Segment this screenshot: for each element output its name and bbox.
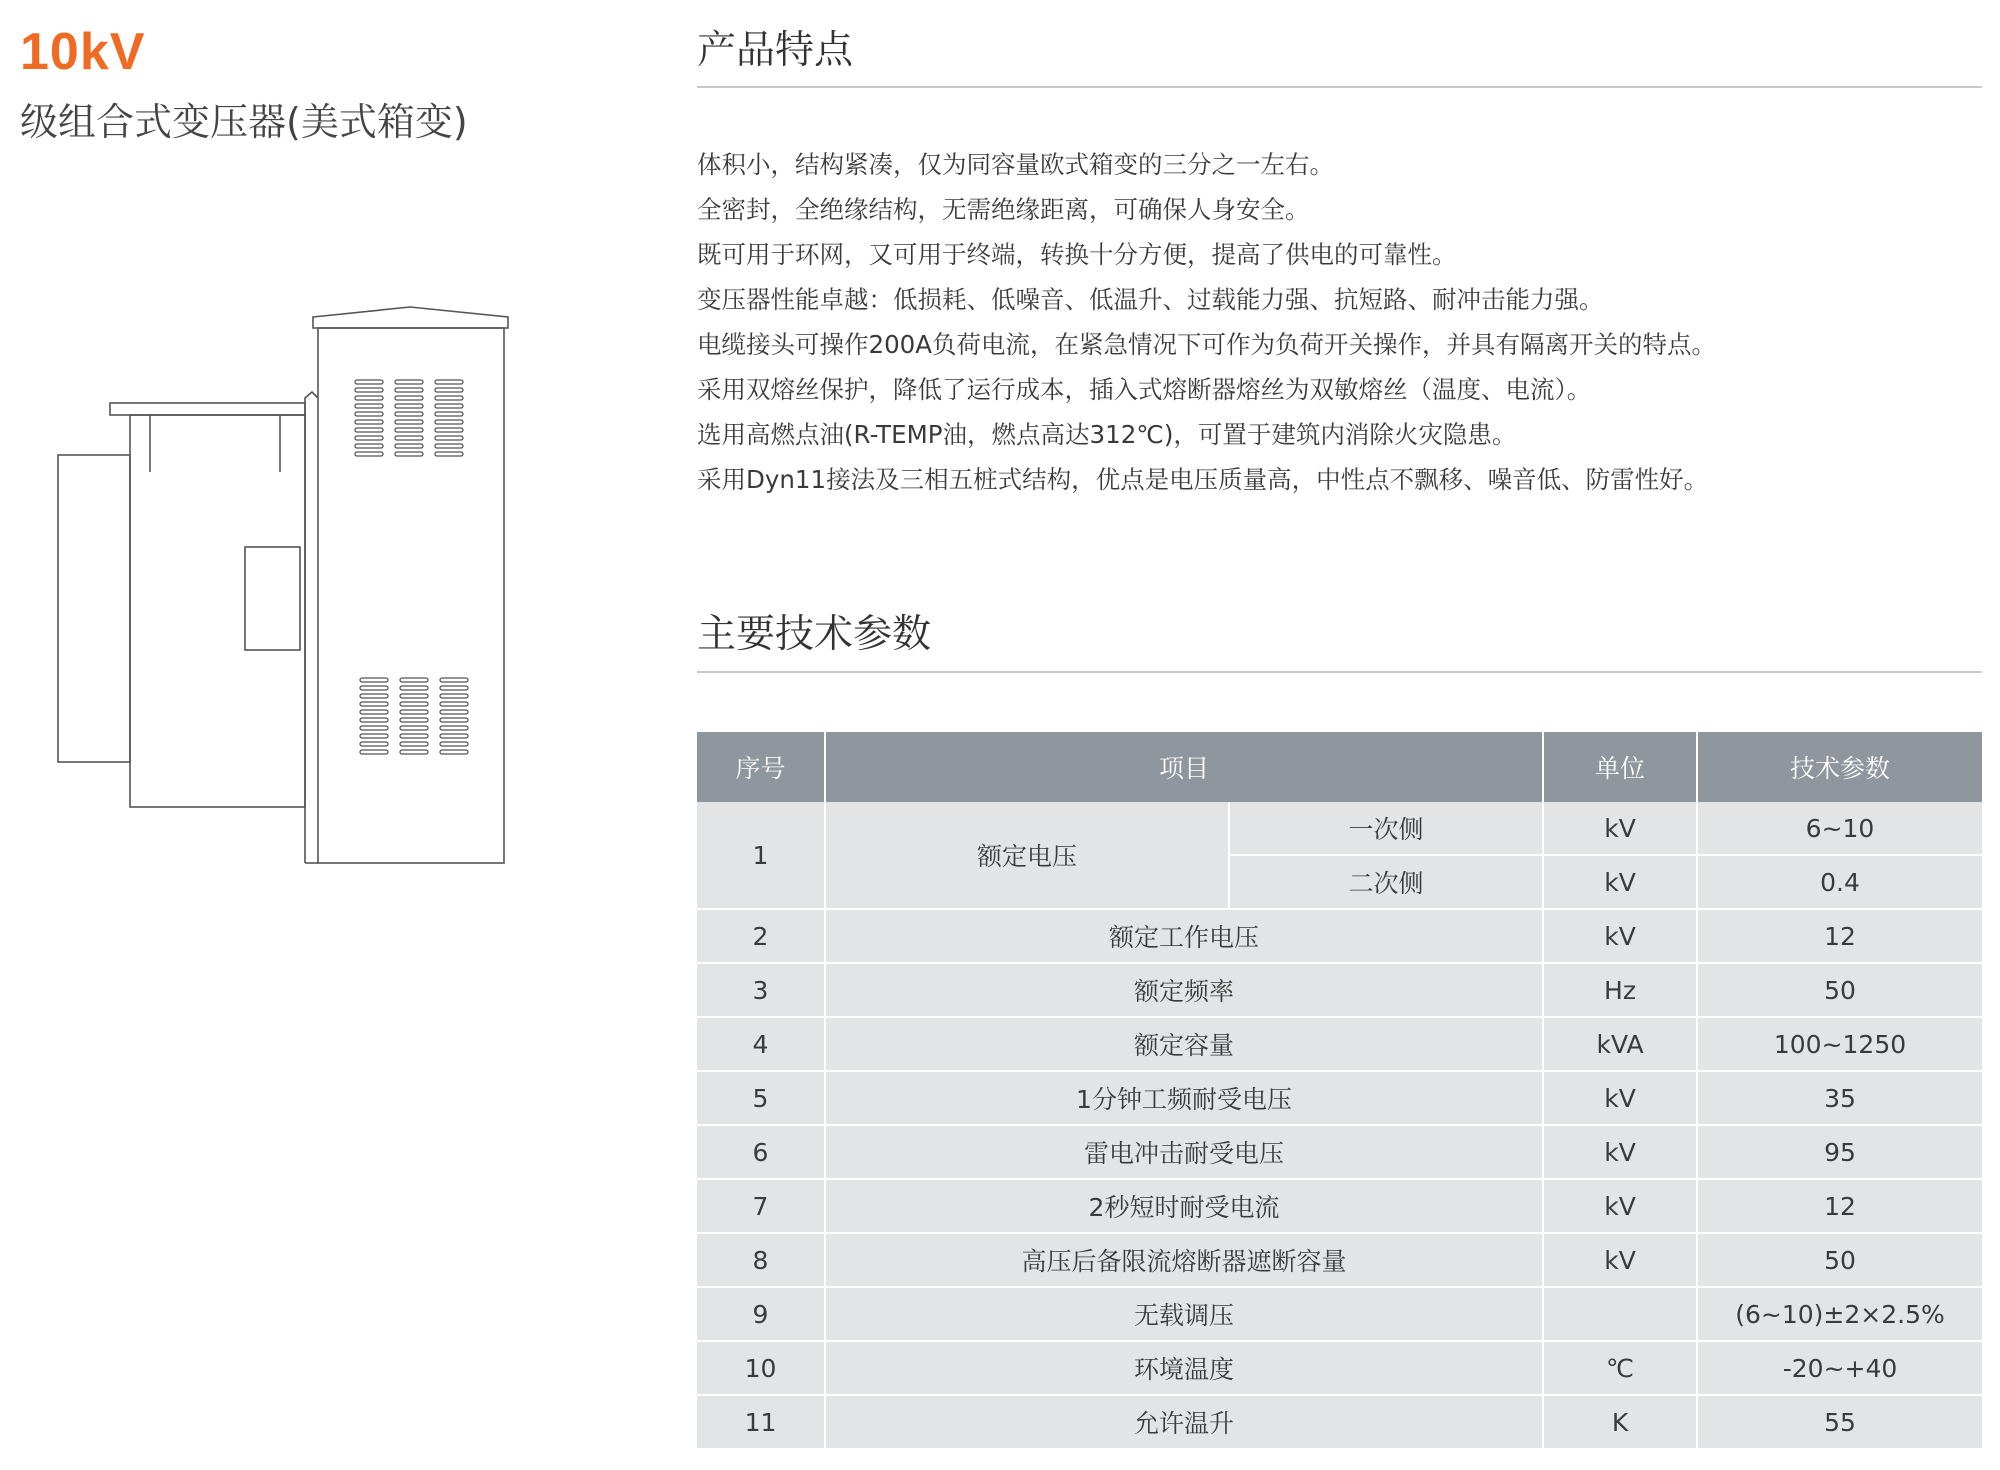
table-row xyxy=(697,963,1982,1017)
row-value: 55 xyxy=(1697,1395,1982,1449)
feature-item: 体积小，结构紧凑，仅为同容量欧式箱变的三分之一左右。 xyxy=(697,150,1334,179)
row-unit xyxy=(1543,1287,1697,1341)
row-value: 50 xyxy=(1697,1233,1982,1287)
row-unit: kV xyxy=(1543,909,1697,963)
table-row xyxy=(697,1179,1982,1233)
row-no: 3 xyxy=(697,963,825,1017)
col-header-no: 序号 xyxy=(697,732,825,802)
row-unit: ℃ xyxy=(1543,1341,1697,1395)
table-row xyxy=(697,1341,1982,1395)
row-item: 雷电冲击耐受电压 xyxy=(825,1125,1543,1179)
row-item: 额定频率 xyxy=(825,963,1543,1017)
row-unit: Hz xyxy=(1543,963,1697,1017)
table-row xyxy=(697,1125,1982,1179)
row-unit: K xyxy=(1543,1395,1697,1449)
table-row xyxy=(697,1233,1982,1287)
row-unit: kVA xyxy=(1543,1017,1697,1071)
col-header-unit: 单位 xyxy=(1543,732,1697,802)
row-no: 7 xyxy=(697,1179,825,1233)
row-unit: kV xyxy=(1543,855,1697,909)
row-item: 额定电压 xyxy=(825,802,1229,909)
row-no: 10 xyxy=(697,1341,825,1395)
table-row xyxy=(697,1287,1982,1341)
tank-body xyxy=(130,415,305,807)
row-value: 95 xyxy=(1697,1125,1982,1179)
specs-title: 主要技术参数 xyxy=(697,612,932,657)
row-unit: kV xyxy=(1543,1233,1697,1287)
model-title: 10kV xyxy=(20,23,146,81)
row-value: -20~+40 xyxy=(1697,1341,1982,1395)
row-item: 环境温度 xyxy=(825,1341,1543,1395)
row-no: 11 xyxy=(697,1395,825,1449)
row-no: 4 xyxy=(697,1017,825,1071)
table-row xyxy=(697,1017,1982,1071)
lower-vent xyxy=(360,678,468,754)
row-value: 100~1250 xyxy=(1697,1017,1982,1071)
row-item: 额定工作电压 xyxy=(825,909,1543,963)
row-subitem: 二次侧 xyxy=(1229,855,1543,909)
row-value: 0.4 xyxy=(1697,855,1982,909)
table-row xyxy=(697,909,1982,963)
row-value: (6~10)±2×2.5% xyxy=(1697,1287,1982,1341)
row-no: 8 xyxy=(697,1233,825,1287)
row-no: 6 xyxy=(697,1125,825,1179)
row-item: 1分钟工频耐受电压 xyxy=(825,1071,1543,1125)
row-no: 1 xyxy=(697,802,825,909)
row-no: 9 xyxy=(697,1287,825,1341)
row-no: 2 xyxy=(697,909,825,963)
row-unit: kV xyxy=(1543,1071,1697,1125)
lower-vent-col-1 xyxy=(360,678,388,754)
row-no: 5 xyxy=(697,1071,825,1125)
upper-vent-col-1 xyxy=(355,380,383,456)
roof-step xyxy=(305,392,318,410)
specs-divider xyxy=(697,671,1982,673)
feature-item: 既可用于环网，又可用于终端，转换十分方便，提高了供电的可靠性。 xyxy=(697,240,1457,269)
features-title: 产品特点 xyxy=(697,28,854,73)
cabinet-roof xyxy=(313,307,508,328)
features-divider xyxy=(697,86,1982,88)
row-value: 12 xyxy=(1697,1179,1982,1233)
row-unit: kV xyxy=(1543,1125,1697,1179)
row-item: 高压后备限流熔断器遮断容量 xyxy=(825,1233,1543,1287)
row-subitem: 一次侧 xyxy=(1229,802,1543,855)
transformer-line-drawing xyxy=(50,300,510,880)
row-value: 50 xyxy=(1697,963,1982,1017)
feature-list xyxy=(697,142,1716,502)
spec-header-row xyxy=(697,732,1982,802)
spec-table xyxy=(697,732,1982,1450)
feature-item: 全密封，全绝缘结构，无需绝缘距离，可确保人身安全。 xyxy=(697,195,1310,224)
col-header-item: 项目 xyxy=(825,732,1543,802)
table-row xyxy=(697,1395,1982,1449)
feature-item: 采用双熔丝保护，降低了运行成本，插入式熔断器熔丝为双敏熔丝（温度、电流）。 xyxy=(697,375,1592,404)
row-unit: kV xyxy=(1543,802,1697,855)
feature-item: 选用高燃点油(R-TEMP油，燃点高达312℃)，可置于建筑内消除火灾隐患。 xyxy=(697,420,1517,449)
row-item: 额定容量 xyxy=(825,1017,1543,1071)
radiator xyxy=(58,455,130,762)
upper-vent-col-2 xyxy=(395,380,423,456)
table-row xyxy=(697,802,1982,855)
row-value: 6~10 xyxy=(1697,802,1982,855)
feature-item: 采用Dyn11接法及三相五桩式结构，优点是电压质量高，中性点不飘移、噪音低、防雷性好。 xyxy=(697,465,1709,494)
side-box xyxy=(245,547,300,650)
lower-vent-col-3 xyxy=(440,678,468,754)
row-value: 12 xyxy=(1697,909,1982,963)
tank-lid xyxy=(110,403,305,415)
upper-vent-col-3 xyxy=(435,380,463,456)
row-unit: kV xyxy=(1543,1179,1697,1233)
feature-item: 电缆接头可操作200A负荷电流，在紧急情况下可作为负荷开关操作，并具有隔离开关的特点。 xyxy=(697,330,1717,359)
row-item: 允许温升 xyxy=(825,1395,1543,1449)
product-subtitle: 级组合式变压器(美式箱变) xyxy=(20,100,468,144)
lower-vent-col-2 xyxy=(400,678,428,754)
col-header-value: 技术参数 xyxy=(1697,732,1982,802)
table-row xyxy=(697,1071,1982,1125)
feature-item: 变压器性能卓越：低损耗、低噪音、低温升、过载能力强、抗短路、耐冲击能力强。 xyxy=(697,285,1604,314)
row-value: 35 xyxy=(1697,1071,1982,1125)
row-item: 无载调压 xyxy=(825,1287,1543,1341)
row-item: 2秒短时耐受电流 xyxy=(825,1179,1543,1233)
upper-vent xyxy=(355,380,463,456)
